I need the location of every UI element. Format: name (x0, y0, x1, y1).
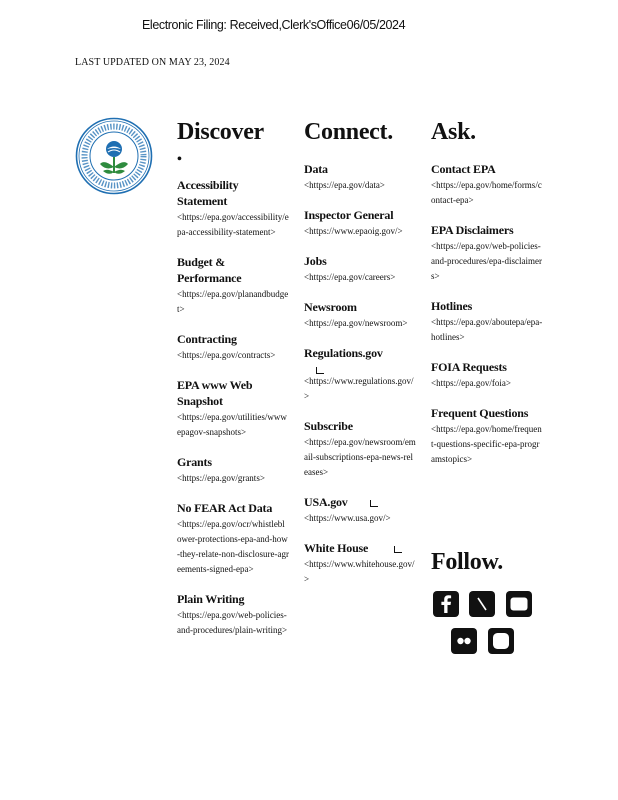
discover-bullet: • (177, 152, 182, 167)
discover-link-label[interactable]: Grants (177, 455, 212, 469)
external-link-icon (394, 546, 402, 553)
connect-link-url[interactable]: <https://epa.gov/newsroom/email-subscriptions-epa-news-releases> (304, 437, 416, 477)
discover-link-url[interactable]: <https://epa.gov/planandbudget> (177, 289, 289, 314)
ask-link-url[interactable]: <https://epa.gov/foia> (431, 378, 511, 388)
connect-item[interactable] (304, 540, 416, 587)
connect-link-url[interactable]: <https://www.whitehouse.gov/> (304, 559, 415, 584)
connect-link-label[interactable]: Data (304, 162, 328, 176)
ask-column (431, 117, 543, 481)
discover-link-label[interactable]: No FEAR Act Data (177, 501, 273, 515)
ask-link-url[interactable]: <https://epa.gov/web-policies-and-procedures/epa-disclaimers> (431, 241, 542, 281)
connect-link-label[interactable]: Inspector General (304, 208, 394, 222)
connect-link-url[interactable]: <https://www.regulations.gov/> (304, 376, 414, 401)
filing-stamp: Electronic Filing: Received,Clerk'sOffice06/05/2024 (142, 18, 406, 32)
youtube-icon[interactable] (506, 591, 532, 617)
connect-item[interactable] (304, 253, 416, 285)
connect-link-url[interactable]: <https://epa.gov/newsroom> (304, 318, 408, 328)
connect-link-url[interactable]: <https://epa.gov/data> (304, 180, 385, 190)
discover-link-label[interactable]: Accessibility Statement (177, 178, 239, 208)
discover-link-url[interactable]: <https://epa.gov/utilities/wwwepagov-snapshots> (177, 412, 287, 437)
connect-link-label[interactable]: Regulations.gov (304, 346, 383, 360)
ask-link-label[interactable]: FOIA Requests (431, 360, 507, 374)
ask-heading: Ask. (431, 119, 476, 145)
discover-link-url[interactable]: <https://epa.gov/accessibility/epa-accessibility-statement> (177, 212, 289, 237)
ask-link-url[interactable]: <https://epa.gov/home/frequent-questions-specific-epa-programstopics> (431, 424, 542, 464)
ask-link-label[interactable]: Hotlines (431, 299, 473, 313)
connect-item[interactable] (304, 418, 416, 480)
instagram-icon[interactable] (488, 628, 514, 654)
connect-heading: Connect. (304, 119, 393, 145)
discover-link-url[interactable]: <https://epa.gov/web-policies-and-procedures/plain-writing> (177, 610, 288, 635)
connect-link-label[interactable]: White House (304, 540, 416, 556)
connect-link-label[interactable]: USA.gov (304, 494, 416, 510)
last-updated: LAST UPDATED ON MAY 23, 2024 (75, 57, 230, 68)
connect-item[interactable] (304, 345, 416, 404)
discover-link-url[interactable]: <https://epa.gov/contracts> (177, 350, 276, 360)
discover-link-label[interactable]: Plain Writing (177, 592, 245, 606)
discover-item[interactable] (177, 254, 289, 317)
discover-link-label[interactable]: Contracting (177, 332, 237, 346)
ask-link-label[interactable]: EPA Disclaimers (431, 223, 514, 237)
discover-item[interactable] (177, 331, 289, 363)
discover-link-url[interactable]: <https://epa.gov/ocr/whistleblower-protections-epa-and-how-they-relate-non-disclosure-agreements-signed-epa> (177, 519, 289, 574)
connect-link-url[interactable]: <https://www.usa.gov/> (304, 513, 391, 523)
discover-heading: Discover (177, 119, 264, 145)
discover-column (177, 117, 289, 652)
ask-item[interactable] (431, 222, 543, 284)
discover-link-label[interactable]: Budget & Performance (177, 255, 242, 285)
ask-link-url[interactable]: <https://epa.gov/home/forms/contact-epa> (431, 180, 542, 205)
discover-link-url[interactable]: <https://epa.gov/grants> (177, 473, 265, 483)
connect-item[interactable] (304, 494, 416, 526)
x-twitter-icon[interactable] (469, 591, 495, 617)
epa-seal-logo (75, 117, 153, 195)
discover-item[interactable] (177, 177, 289, 240)
discover-item[interactable] (177, 377, 289, 440)
connect-link-url[interactable]: <https://epa.gov/careers> (304, 272, 396, 282)
connect-link-label[interactable]: Subscribe (304, 419, 353, 433)
discover-link-label[interactable]: EPA www Web Snapshot (177, 378, 253, 408)
discover-item[interactable] (177, 454, 289, 486)
connect-item[interactable] (304, 299, 416, 331)
connect-link-url[interactable]: <https://www.epaoig.gov/> (304, 226, 403, 236)
external-link-icon (370, 500, 378, 507)
connect-link-label[interactable]: Jobs (304, 254, 327, 268)
discover-item[interactable] (177, 591, 289, 638)
connect-item[interactable] (304, 161, 416, 193)
ask-item[interactable] (431, 298, 543, 345)
connect-item[interactable] (304, 207, 416, 239)
facebook-icon[interactable] (433, 591, 459, 617)
ask-link-url[interactable]: <https://epa.gov/aboutepa/epa-hotlines> (431, 317, 543, 342)
connect-link-label[interactable]: Newsroom (304, 300, 357, 314)
external-link-icon (316, 367, 324, 374)
ask-link-label[interactable]: Frequent Questions (431, 406, 529, 420)
follow-heading: Follow. (431, 549, 503, 575)
flickr-icon[interactable] (451, 628, 477, 654)
connect-column (304, 117, 416, 601)
ask-item[interactable] (431, 405, 543, 467)
ask-link-label[interactable]: Contact EPA (431, 162, 496, 176)
ask-item[interactable] (431, 161, 543, 208)
discover-item[interactable] (177, 500, 289, 577)
ask-item[interactable] (431, 359, 543, 391)
